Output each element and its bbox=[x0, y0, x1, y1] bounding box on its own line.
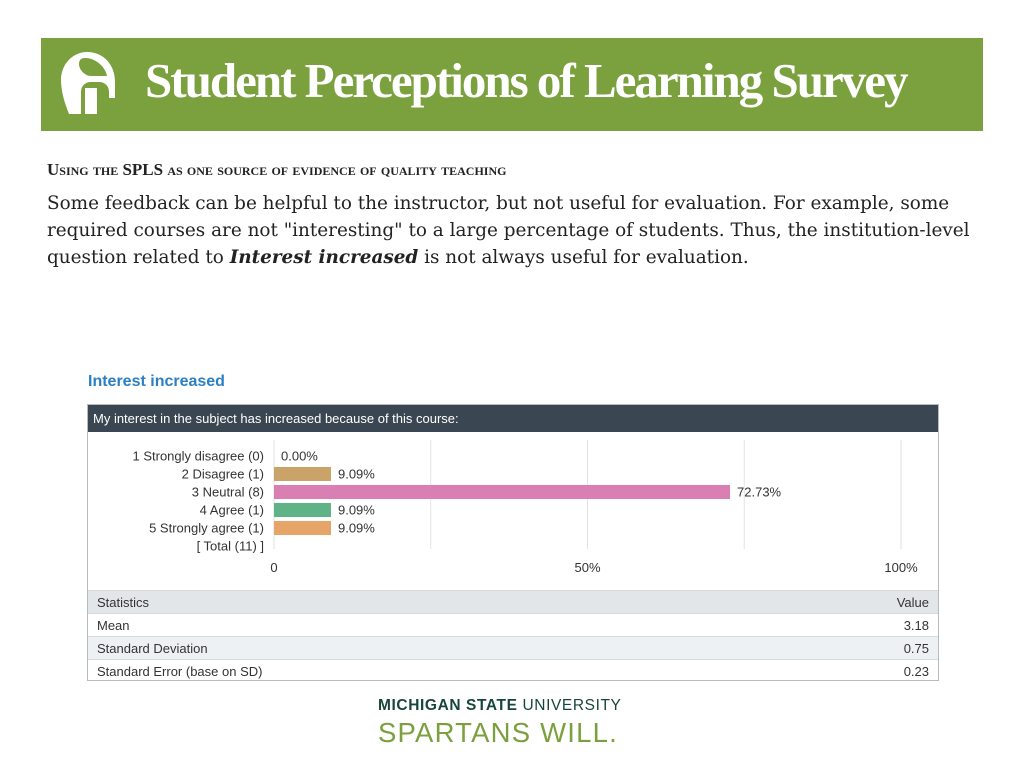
body-text-before: Some feedback can be helpful to the instructor, but not useful for evaluation. For example, some required courses are not "interesting" to a large percentage of students. Thus, the institution-level question related to bbox=[47, 193, 970, 268]
statistics-row-mean bbox=[88, 614, 938, 637]
msu-wordmark bbox=[378, 697, 648, 715]
msu-footer-logo bbox=[378, 697, 648, 749]
statistics-header-value: Value bbox=[755, 591, 938, 614]
statistics-row-se bbox=[88, 660, 938, 683]
category-label: 3 Neutral (8) bbox=[191, 484, 264, 500]
body-text-emphasis: Interest increased bbox=[229, 247, 419, 268]
statistics-row-sd bbox=[88, 637, 938, 660]
value-label: 9.09% bbox=[337, 466, 375, 482]
section-heading: Using the SPLS as one source of evidence of quality teaching bbox=[47, 160, 507, 179]
statistics-row-label: Mean bbox=[88, 614, 755, 637]
x-tick-label: 100% bbox=[884, 560, 918, 575]
statistics-row-label: Standard Error (base on SD) bbox=[88, 660, 755, 683]
statistics-header-row bbox=[88, 591, 938, 614]
value-label: 9.09% bbox=[337, 520, 375, 536]
spartan-helmet-icon bbox=[55, 48, 119, 122]
value-label: 72.73% bbox=[737, 484, 782, 500]
bar bbox=[274, 485, 730, 499]
value-label: 9.09% bbox=[337, 502, 375, 518]
question-header: My interest in the subject has increased because of this course: bbox=[88, 405, 938, 432]
value-label: 0.00% bbox=[281, 448, 318, 464]
category-label: 1 Strongly disagree (0) bbox=[132, 448, 264, 464]
statistics-table bbox=[88, 590, 938, 682]
banner-title: Student Perceptions of Learning Survey bbox=[145, 53, 907, 108]
msu-wordmark-light: UNIVERSITY bbox=[517, 697, 622, 714]
bar bbox=[274, 521, 331, 535]
statistics-row-label: Standard Deviation bbox=[88, 637, 755, 660]
msu-wordmark-bold: MICHIGAN STATE bbox=[378, 697, 518, 714]
statistics-header-label: Statistics bbox=[88, 591, 755, 614]
tagline: SPARTANS WILL. bbox=[378, 717, 618, 748]
body-paragraph bbox=[47, 190, 977, 271]
body-text-after: is not always useful for evaluation. bbox=[418, 247, 749, 268]
bar bbox=[274, 467, 331, 481]
category-label: 2 Disagree (1) bbox=[181, 466, 264, 482]
statistics-row-value: 0.23 bbox=[755, 660, 938, 683]
report-panel bbox=[87, 404, 939, 681]
bar-chart bbox=[88, 432, 938, 590]
x-tick-label: 0 bbox=[270, 560, 278, 575]
report-title: Interest increased bbox=[88, 373, 225, 390]
title-banner bbox=[41, 38, 983, 131]
statistics-row-value: 0.75 bbox=[755, 637, 938, 660]
statistics-row-value: 3.18 bbox=[755, 614, 938, 637]
category-label: 5 Strongly agree (1) bbox=[149, 520, 264, 536]
bar bbox=[274, 503, 331, 517]
category-label: 4 Agree (1) bbox=[199, 502, 264, 518]
x-tick-label: 50% bbox=[574, 560, 601, 575]
category-label: [ Total (11) ] bbox=[196, 538, 264, 554]
